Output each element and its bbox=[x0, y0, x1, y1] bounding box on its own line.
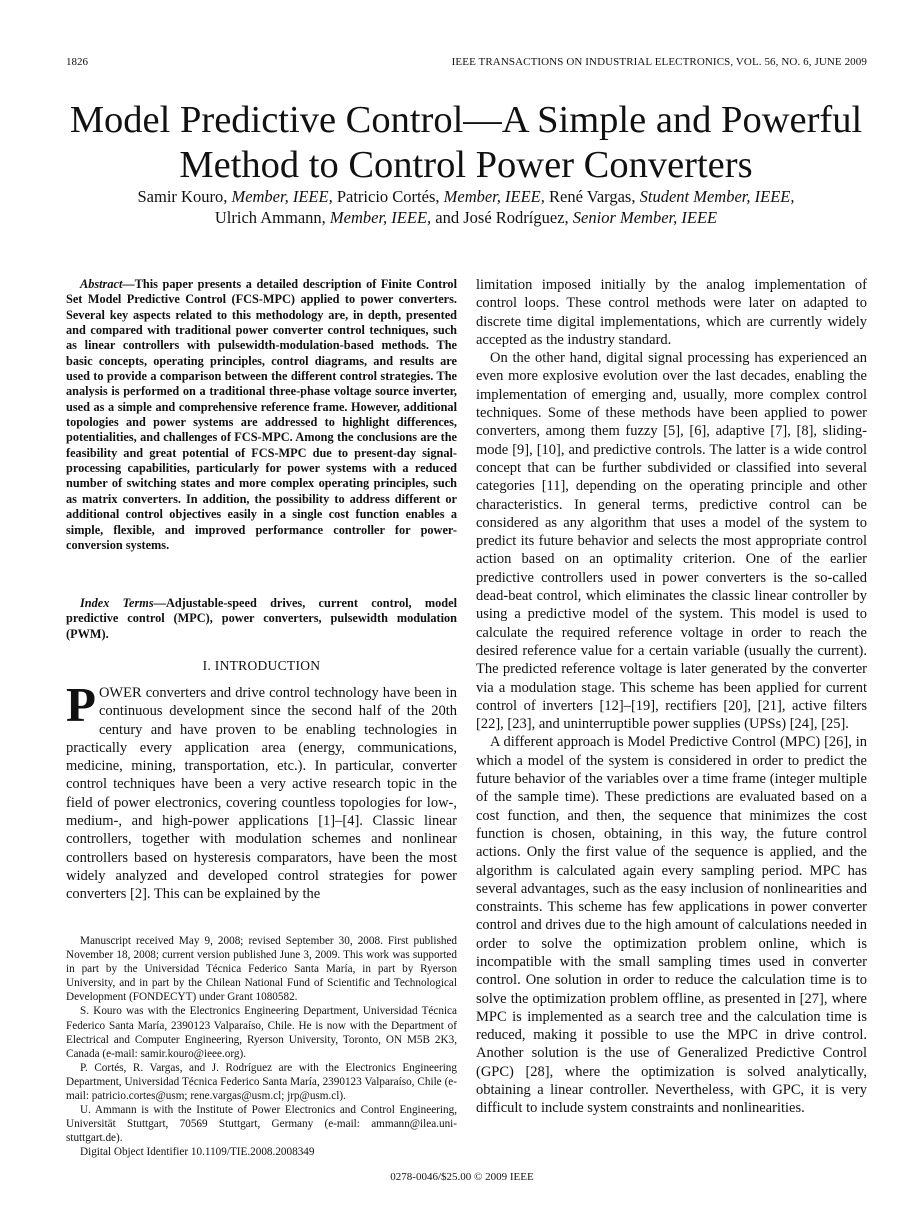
journal-header: IEEE TRANSACTIONS ON INDUSTRIAL ELECTRONICS, VOL. 56, NO. 6, JUNE 2009 bbox=[451, 56, 867, 68]
abstract-text: —This paper presents a detailed description of Finite Control Set Model Predictive Control (FCS-MPC) applied to power converters. Several key aspects related to this methodology are, in depth, presented and compared with traditional power converter control techniques, such as linear controllers with pulsewidth-modulation-based methods. The basic concepts, operating principles, control diagrams, and results are used to provide a comparison between the different control strategies. The analysis is performed on a traditional three-phase voltage source inverter, used as a simple and comprehensive reference frame. However, additional topologies and power systems are addressed to highlight differences, potentialities, and challenges of FCS-MPC. Among the conclusions are the feasibility and great potential of FCS-MPC due to present-day signal-processing capabilities, particularly for power systems with a reduced number of switching states and more complex operating principles, such as matrix converters. In addition, the possibility to address different or additional control objectives easily in a single cost function enables a simple, flexible, and improved performance controller for power-conversion systems. bbox=[66, 277, 457, 552]
introduction-text bbox=[66, 677, 457, 904]
author-line-1 bbox=[40, 186, 892, 207]
footnote: Manuscript received May 9, 2008; revised September 30, 2008. First published November 18, 2008; current version published June 3, 2009. This work was supported in part by the Universidad Técnica Federico Santa María, in part by Ryerson University, and in part by the Chilean National Fund of Scientific and Technological Development (FONDECYT) under Grant 1080582. bbox=[66, 935, 457, 1004]
title-line-2: Method to Control Power Converters bbox=[179, 144, 753, 186]
paper-title bbox=[40, 98, 892, 188]
author-name: Ulrich Ammann, bbox=[214, 208, 326, 227]
author-role: Member, IEEE, bbox=[329, 208, 432, 227]
right-column bbox=[476, 276, 867, 1118]
footnote: Digital Object Identifier 10.1109/TIE.2008.2008349 bbox=[80, 1146, 315, 1159]
footnote: P. Cortés, R. Vargas, and J. Rodríguez are with the Electronics Engineering Department, Universidad Técnica Federico Santa María, 2390123 Valparaíso, Chile (e-mail: patricio.cortes@usm; rene.vargas@usm.cl; jrp@usm.cl). bbox=[66, 1061, 457, 1103]
author-name: Patricio Cortés, bbox=[336, 187, 440, 206]
author-list bbox=[40, 186, 892, 228]
copyright-footer: 0278-0046/$25.00 © 2009 IEEE bbox=[390, 1171, 534, 1183]
author-line-2 bbox=[40, 207, 892, 228]
footnote: S. Kouro was with the Electronics Engineering Department, Universidad Técnica Federico Santa María, 2390123 Valparaíso, Chile. He is now with the Department of Electrical and Computer Engineering, Ryerson University, Toronto, ON M5B 2K3, Canada (e-mail: samir.kouro@ieee.org). bbox=[66, 1005, 457, 1060]
section-heading: I. INTRODUCTION bbox=[202, 658, 321, 673]
paragraph: limitation imposed initially by the analog implementation of control loops. These control methods were later on adapted to discrete time digital implementations, which are currently widely accepted as the industry standard. bbox=[476, 277, 867, 348]
author-role: Senior Member, IEEE bbox=[572, 208, 718, 227]
paragraph: On the other hand, digital signal processing has experienced an even more explosive evolution over the last decades, enabling the implementation of emerging and, usually, more complex control techniques. Some of these methods have been applied to power converters, among them fuzzy [5], [6], adaptive [7], [8], sliding-mode [9], [10], and predictive controls. The latter is a wide control concept that can be further subdivided or classified into several categories [11], depending on the operating principle and other characteristics. In general terms, predictive control can be considered as any algorithm that uses a model of the system to predict its future behavior and selects the most appropriate control action based on an optimality criterion. One of the earlier predictive controllers used in power converters is the so-called dead-beat control, which eliminates the classic linear controller by using a predictive model of the system. This model is used to calculate the required reference voltage in order to reach the desired reference value for a certain variable (usually the current). The predicted reference voltage is later generated by the converter via a modulation stage. This scheme has been applied for current control of inverters [12]–[19], rectifiers [20], [21], active filters [22], [23], and uninterruptible power supplies (UPSs) [24], [25]. bbox=[476, 350, 867, 733]
title-line-1: Model Predictive Control—A Simple and Powerful bbox=[69, 99, 863, 141]
footnote: U. Ammann is with the Institute of Power Electronics and Control Engineering, Universität Stuttgart, 70569 Stuttgart, Germany (e-mail: ammann@ilea.uni-stuttgart.de). bbox=[66, 1104, 457, 1145]
index-terms-label: Index Terms bbox=[80, 596, 154, 610]
index-terms-text: —Adjustable-speed drives, current control, model predictive control (MPC), power converters, pulsewidth modulation (PWM). bbox=[66, 596, 457, 641]
intro-paragraph: OWER converters and drive control technology have been in continuous development since the second half of the 20th century and have proven to be enabling technologies in practically every application area (energy, communications, medicine, mining, transportation, etc.). In particular, converter control techniques have been a very active research topic in the field of power electronics, covering countless topologies for low-, medium-, and high-power applications [1]–[4]. Classic linear controllers, together with modulation schemes and nonlinear controllers based on hysteresis comparators, have been the most widely analyzed and developed control strategies for power converters [2]. This can be explained by the bbox=[66, 685, 457, 903]
author-name: Samir Kouro, bbox=[137, 187, 228, 206]
author-role: Member, IEEE, bbox=[443, 187, 545, 206]
abstract-label: Abstract bbox=[80, 277, 123, 291]
author-name: and José Rodríguez, bbox=[435, 208, 569, 227]
author-role: Member, IEEE, bbox=[231, 187, 333, 206]
author-role: Student Member, IEEE, bbox=[639, 187, 795, 206]
paragraph: A different approach is Model Predictive Control (MPC) [26], in which a model of the system is considered in order to predict the future behavior of the variables over a time frame (integer multiple of the sample time). These predictions are evaluated based on a cost function, and then, the sequence that minimizes the cost function is chosen, obtaining, in this way, the future control actions. Only the first value of the sequence is applied, and the algorithm is calculated again every sampling period. MPC has several advantages, such as the easy inclusion of nonlinearities and constraints. This scheme has few applications in power converter control and drives due to the high amount of calculations needed in order to solve the optimization problem online, which is incompatible with the small sampling times used in converter control. One solution in order to reduce the calculation time is to solve the optimization problem offline, as presented in [27], where MPC is implemented as a search tree and the calculation time is reduced, making it possible to use the MPC in drive control. Another solution is the use of Generalized Predictive Control (GPC) [28], where the optimization is solved analytically, obtaining a linear controller. Nevertheless, with GPC, it is very difficult to include system constraints and nonlinearities. bbox=[476, 734, 867, 1117]
page-number: 1826 bbox=[66, 56, 88, 68]
abstract bbox=[66, 277, 457, 553]
index-terms bbox=[66, 596, 457, 642]
author-name: René Vargas, bbox=[549, 187, 636, 206]
footnotes bbox=[66, 934, 457, 1160]
drop-cap: P bbox=[66, 677, 96, 732]
